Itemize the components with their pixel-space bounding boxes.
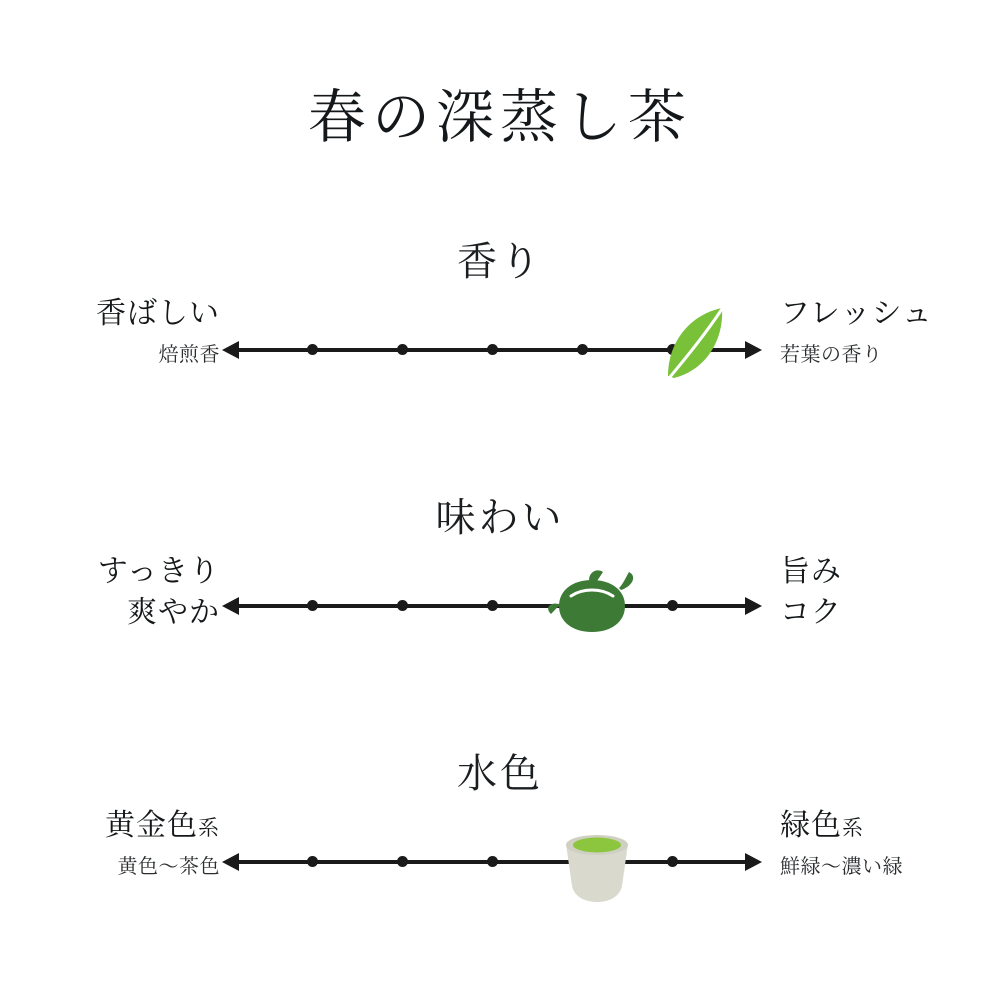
axis-left-label-taste	[0, 552, 234, 633]
axis-right-label-suffix-color: 系	[842, 816, 864, 840]
axis-right-label-main-aroma: フレッシュ	[780, 297, 933, 330]
axis-line-taste	[222, 603, 762, 609]
axis-left-label-main-aroma: 香ばしい	[96, 297, 220, 330]
axis-tick-dot	[397, 600, 408, 611]
axis-tick-dot	[487, 856, 498, 867]
axis-title-color: 水色	[457, 751, 543, 796]
axis-right-label-aroma	[766, 296, 1000, 367]
axis-tick-dot	[577, 344, 588, 355]
axis-row-taste	[0, 546, 1000, 666]
axis-tick-dot	[307, 856, 318, 867]
axis-tick-dot	[307, 344, 318, 355]
axis-left-label-main-color	[0, 808, 220, 845]
axis-tick-dot	[667, 856, 678, 867]
axis-left-label-main2-taste: 爽やか	[127, 595, 220, 629]
axis-tick-dot	[667, 600, 678, 611]
axis-tick-dot	[577, 856, 588, 867]
axis-tick-dot	[397, 856, 408, 867]
axis-tick-dot	[487, 600, 498, 611]
axis-left-label-main-text-color: 黄金色	[105, 809, 198, 842]
axis-right-label-sub-color: 鮮緑〜濃い緑	[780, 855, 903, 878]
axis-tick-dot	[667, 344, 678, 355]
axis-tick-dot	[487, 344, 498, 355]
axis-line-aroma	[222, 347, 762, 353]
axis-left-label-suffix-color: 系	[198, 816, 220, 840]
axis-row-color	[0, 802, 1000, 922]
axis-right-label-color	[766, 808, 1000, 879]
axis-right-label-taste	[766, 552, 1000, 633]
axis-right-label-main2-taste: コク	[780, 595, 842, 629]
axis-left-label-main-taste: すっきり	[97, 555, 220, 588]
axis-row-aroma	[0, 290, 1000, 410]
axis-left-label-aroma	[0, 296, 234, 367]
axis-right-label-main-color	[780, 808, 1000, 845]
axis-left-label-sub-color: 黄色〜茶色	[117, 855, 220, 878]
axis-right-label-main-taste: 旨み	[780, 555, 842, 588]
axis-title-taste: 味わい	[435, 495, 565, 540]
axis-right-label-main-text-color: 緑色	[780, 809, 842, 842]
page-title: 春の深蒸し茶	[307, 85, 692, 150]
axis-tick-dot	[307, 600, 318, 611]
axis-line-color	[222, 859, 762, 865]
axis-title-aroma: 香り	[457, 239, 543, 284]
axis-tick-dot	[577, 600, 588, 611]
axis-left-label-color	[0, 808, 234, 879]
axis-right-label-sub-aroma: 若葉の香り	[780, 343, 883, 366]
axis-tick-dot	[397, 344, 408, 355]
axis-left-label-sub-aroma: 焙煎香	[158, 343, 220, 366]
